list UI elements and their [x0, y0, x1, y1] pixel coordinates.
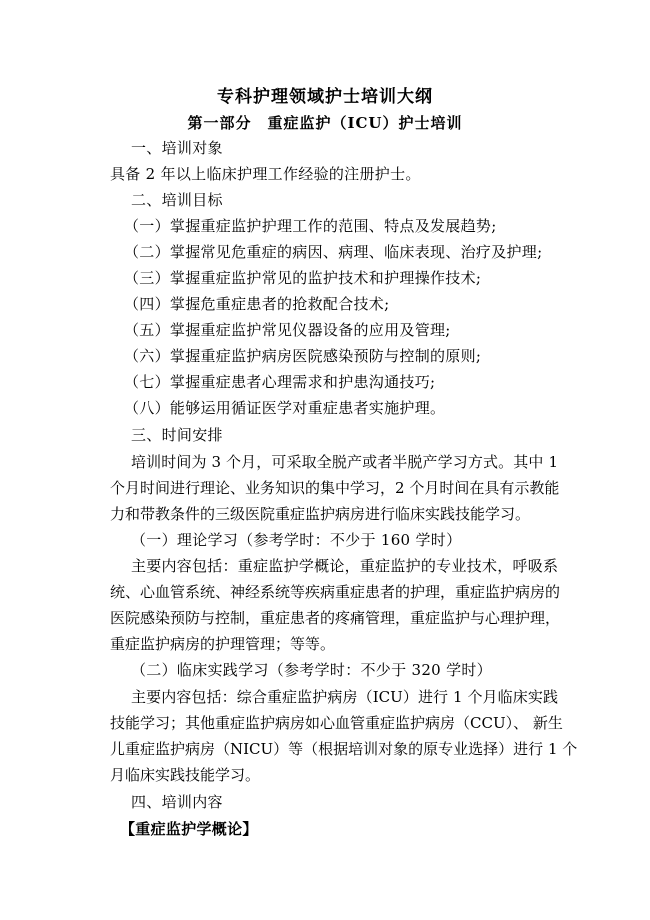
goal-item: （二）掌握常见危重症的病因、病理、临床表现、治疗及护理; [124, 243, 543, 261]
theory-heading: （一）理论学习（参考学时：不少于 160 学时） [131, 531, 462, 549]
practice-paragraph-line: 月临床实践技能学习。 [110, 766, 261, 784]
section-heading-schedule: 三、时间安排 [131, 426, 223, 444]
theory-paragraph-line: 医院感染预防与控制，重症患者的疼痛管理，重症监护与心理护理， [110, 609, 561, 627]
practice-paragraph-line: 技能学习；其他重症监护病房如心血管重症监护病房（CCU）、 新生 [110, 714, 563, 732]
theory-paragraph-line: 重症监护病房的护理管理；等等。 [110, 635, 336, 653]
section-heading-trainees: 一、培训对象 [131, 139, 223, 157]
goal-item: （六）掌握重症监护病房医院感染预防与控制的原则; [124, 347, 482, 365]
section-heading-goals: 二、培训目标 [131, 191, 223, 209]
practice-paragraph-line: 儿重症监护病房（NICU）等（根据培训对象的原专业选择）进行 1 个 [110, 740, 578, 758]
section-heading-content: 四、培训内容 [131, 793, 223, 811]
schedule-paragraph-line: 力和带教条件的三级医院重症监护病房进行临床实践技能学习。 [110, 505, 531, 523]
document-title: 专科护理领域护士培训大纲 [217, 87, 433, 107]
goal-item: （八）能够运用循证医学对重症患者实施护理。 [124, 399, 446, 417]
schedule-paragraph-line: 个月时间进行理论、业务知识的集中学习，2 个月时间在具有示教能 [110, 479, 560, 497]
goal-item: （五）掌握重症监护常见仪器设备的应用及管理; [124, 321, 451, 339]
theory-paragraph-line: 主要内容包括：重症监护学概论，重症监护的专业技术，呼吸系 [131, 557, 558, 575]
part-subtitle: 第一部分 重症监护（ICU）护士培训 [187, 114, 463, 132]
goal-item: （四）掌握危重症患者的抢救配合技术; [124, 295, 390, 313]
practice-paragraph-line: 主要内容包括：综合重症监护病房（ICU）进行 1 个月临床实践 [131, 688, 558, 706]
schedule-paragraph-line: 培训时间为 3 个月，可采取全脱产或者半脱产学习方式。其中 1 [131, 453, 558, 471]
theory-paragraph-line: 统、心血管系统、神经系统等疾病重症患者的护理，重症监护病房的 [110, 583, 561, 601]
goal-item: （一）掌握重症监护护理工作的范围、特点及发展趋势; [124, 217, 497, 235]
goal-item: （七）掌握重症患者心理需求和护患沟通技巧; [124, 373, 436, 391]
trainees-text: 具备 2 年以上临床护理工作经验的注册护士。 [110, 165, 421, 183]
practice-heading: （二）临床实践学习（参考学时：不少于 320 学时） [131, 661, 492, 679]
content-subheading: 【重症监护学概论】 [120, 820, 258, 838]
goal-item: （三）掌握重症监护常见的监护技术和护理操作技术; [124, 269, 482, 287]
